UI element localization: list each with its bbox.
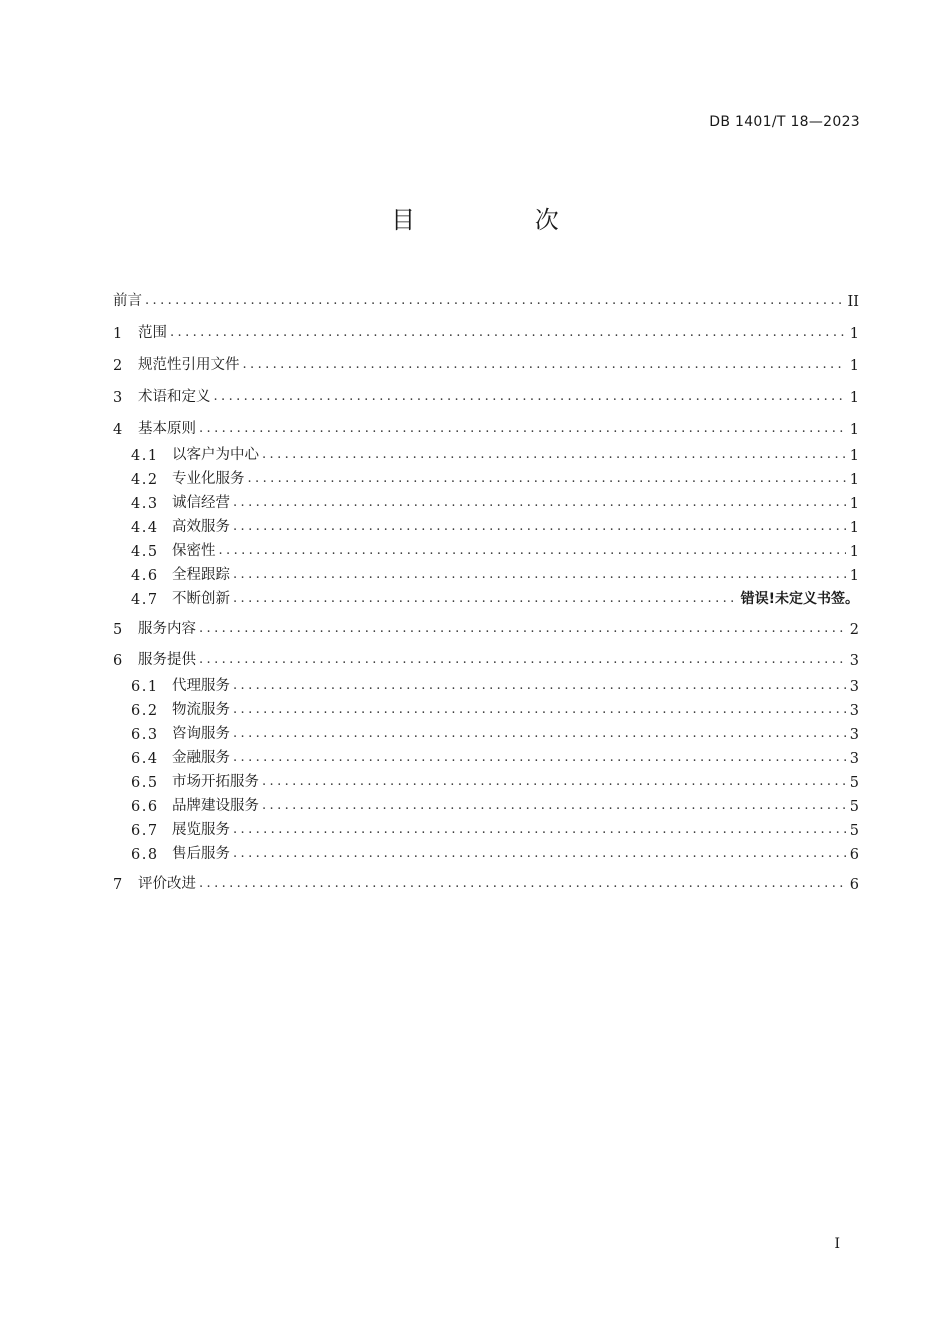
toc-entry-page: 1	[849, 568, 859, 584]
toc-entry-page: 6	[849, 877, 859, 893]
toc-entry-number: 6.6	[131, 799, 159, 815]
toc-entry-label: 保密性	[172, 543, 216, 559]
toc-entry-page: 1	[849, 544, 859, 560]
toc-entry-label: 展览服务	[172, 822, 230, 838]
toc-entry-number: 6.1	[131, 679, 159, 695]
toc-entry-label: 不断创新	[172, 591, 230, 607]
toc-leader-dots	[214, 388, 847, 406]
toc-entry[interactable]	[131, 769, 859, 791]
toc-entry[interactable]	[131, 841, 859, 863]
toc-entry-number: 4.5	[131, 544, 159, 560]
toc-entry-label: 诚信经营	[172, 495, 230, 511]
toc-leader-dots	[233, 821, 846, 839]
toc-entry[interactable]	[131, 562, 859, 584]
toc-entry-label: 市场开拓服务	[172, 774, 259, 790]
toc-entry[interactable]	[131, 721, 859, 743]
toc-entry-label: 金融服务	[172, 750, 230, 766]
toc-leader-dots	[243, 356, 847, 374]
toc-entry[interactable]	[131, 586, 859, 608]
toc-leader-dots	[233, 590, 738, 608]
toc-entry-label: 以客户为中心	[172, 447, 259, 463]
toc-entry-page: 1	[849, 472, 859, 488]
toc-entry[interactable]	[131, 466, 859, 488]
toc-entry-page: II	[847, 294, 859, 310]
toc-entry[interactable]	[131, 793, 859, 815]
toc-entry-number: 4.3	[131, 496, 159, 512]
toc-entry-page: 5	[849, 823, 859, 839]
toc-entry-label: 术语和定义	[138, 389, 211, 405]
toc-entry-page: 5	[849, 775, 859, 791]
toc-entry[interactable]	[131, 538, 859, 560]
toc-leader-dots	[262, 773, 846, 791]
toc-entry-page: 6	[849, 847, 859, 863]
toc-entry-label: 基本原则	[138, 421, 196, 437]
toc-entry-label: 专业化服务	[172, 471, 245, 487]
toc-entry-page-error: 错误!未定义书签。	[740, 591, 859, 607]
toc-entry-number: 7	[113, 877, 123, 893]
toc-entry[interactable]	[131, 673, 859, 695]
toc-entry-label: 评价改进	[138, 876, 196, 892]
toc-entry-page: 1	[849, 358, 859, 374]
toc-entry[interactable]	[113, 352, 859, 374]
toc-entry-number: 6.8	[131, 847, 159, 863]
toc-entry[interactable]	[131, 745, 859, 767]
toc-entry-number: 4.1	[131, 448, 159, 464]
toc-leader-dots	[233, 566, 846, 584]
toc-leader-dots	[233, 494, 846, 512]
toc-entry-label: 规范性引用文件	[138, 357, 240, 373]
toc-entry-label: 范围	[138, 325, 167, 341]
toc-entry-page: 3	[849, 703, 859, 719]
toc-entry-number: 4.6	[131, 568, 159, 584]
toc-entry-number: 6.2	[131, 703, 159, 719]
toc-entry[interactable]	[113, 647, 859, 669]
toc-entry-number: 4.4	[131, 520, 159, 536]
toc-entry-number: 1	[113, 326, 123, 342]
toc-entry-label: 前言	[113, 293, 142, 309]
toc-leader-dots	[262, 446, 846, 464]
page-number: I	[834, 1236, 840, 1252]
toc-leader-dots	[233, 725, 846, 743]
toc-entry-label: 代理服务	[172, 678, 230, 694]
toc-entry[interactable]	[113, 320, 859, 342]
toc-entry-number: 6.7	[131, 823, 159, 839]
toc-leader-dots	[219, 542, 847, 560]
toc-entry-page: 1	[849, 520, 859, 536]
toc-leader-dots	[199, 620, 846, 638]
toc-entry-label: 物流服务	[172, 702, 230, 718]
toc-entry[interactable]	[113, 288, 859, 310]
toc-entry-label: 咨询服务	[172, 726, 230, 742]
toc-entry-label: 高效服务	[172, 519, 230, 535]
toc-entry-page: 1	[849, 326, 859, 342]
toc-entry-number: 2	[113, 358, 123, 374]
toc-entry-page: 1	[849, 448, 859, 464]
toc-entry[interactable]	[113, 616, 859, 638]
document-code: DB 1401/T 18—2023	[709, 114, 860, 130]
toc-entry-number: 4.7	[131, 592, 159, 608]
toc-entry[interactable]	[131, 697, 859, 719]
toc-entry-label: 品牌建设服务	[172, 798, 259, 814]
toc-entry-number: 4.2	[131, 472, 159, 488]
toc-entry-page: 2	[849, 622, 859, 638]
toc-entry-page: 3	[849, 751, 859, 767]
toc-entry[interactable]	[113, 416, 859, 438]
toc-entry-page: 1	[849, 390, 859, 406]
toc-entry-page: 3	[849, 653, 859, 669]
toc-entry[interactable]	[131, 514, 859, 536]
toc-leader-dots	[170, 324, 846, 342]
toc-leader-dots	[233, 845, 846, 863]
toc-leader-dots	[248, 470, 847, 488]
toc-entry-page: 1	[849, 496, 859, 512]
toc-entry-number: 5	[113, 622, 123, 638]
toc-entry-number: 6.4	[131, 751, 159, 767]
toc-entry-label: 服务内容	[138, 621, 196, 637]
toc-entry[interactable]	[131, 442, 859, 464]
toc-entry-page: 1	[849, 422, 859, 438]
toc-entry-number: 6.3	[131, 727, 159, 743]
toc-entry-label: 全程跟踪	[172, 567, 230, 583]
toc-entry-number: 6.5	[131, 775, 159, 791]
toc-entry-number: 6	[113, 653, 123, 669]
toc-entry[interactable]	[113, 871, 859, 893]
toc-leader-dots	[233, 677, 846, 695]
toc-leader-dots	[199, 420, 846, 438]
toc-entry-number: 3	[113, 390, 123, 406]
toc-leader-dots	[145, 292, 845, 310]
toc-leader-dots	[233, 518, 846, 536]
toc-entry[interactable]	[131, 490, 859, 512]
toc-title: 目 次	[391, 206, 615, 234]
toc-entry[interactable]	[113, 384, 859, 406]
toc-leader-dots	[199, 651, 846, 669]
toc-leader-dots	[199, 875, 846, 893]
toc-entry-page: 3	[849, 679, 859, 695]
toc-leader-dots	[233, 701, 846, 719]
toc-leader-dots	[262, 797, 846, 815]
toc-entry-number: 4	[113, 422, 123, 438]
toc-entry-page: 5	[849, 799, 859, 815]
toc-entry-page: 3	[849, 727, 859, 743]
toc-entry-label: 售后服务	[172, 846, 230, 862]
toc-entry-label: 服务提供	[138, 652, 196, 668]
toc-entry[interactable]	[131, 817, 859, 839]
toc-leader-dots	[233, 749, 846, 767]
